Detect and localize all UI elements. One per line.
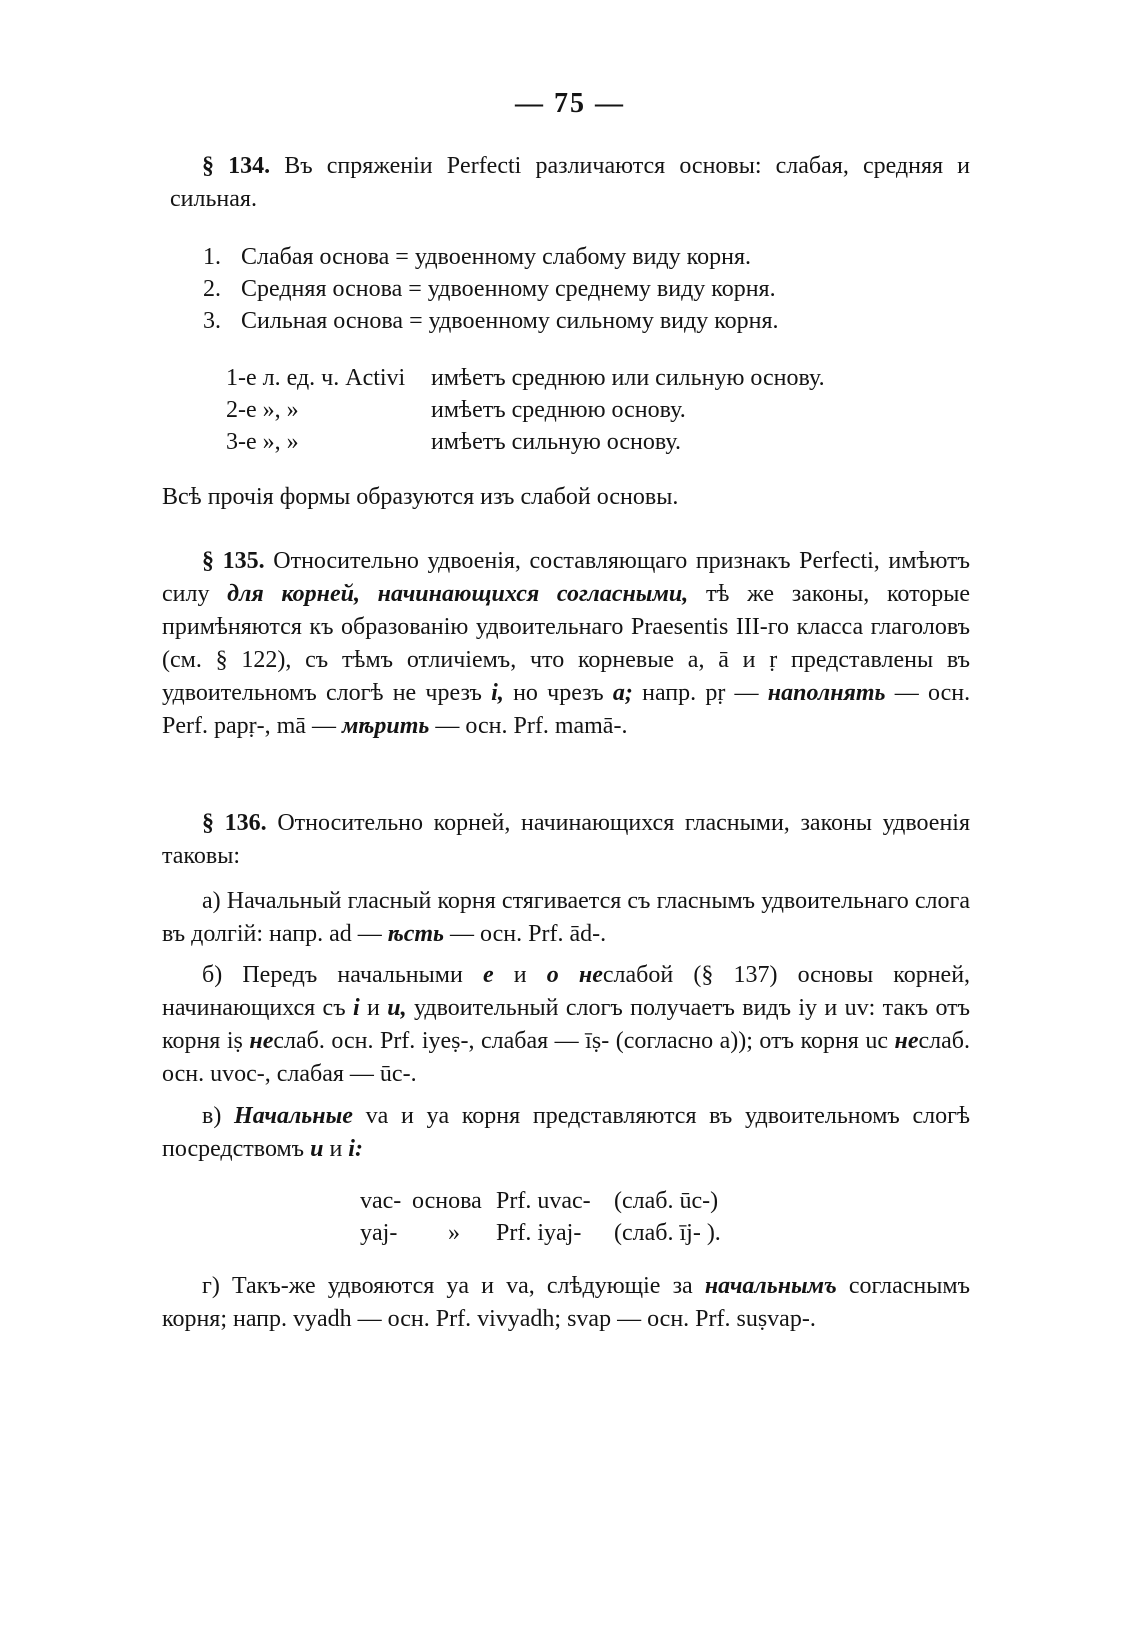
rule-b: б) Передъ начальными e и o неслабой (§ 137) основы корней, начинающихся съ i и u, удвоительный слогъ получаетъ видъ iy и uv: такъ отъ корня iṣ неслаб. осн. Prf. iyeṣ-, слабая — īṣ- (согласно а)); отъ корня uc неслаб. осн. uvoc-, слабая — ūc-. <box>162 962 971 1087</box>
rule-v: в) Начальные va и ya корня представляются въ удвоительномъ слогѣ посредствомъ u и i: <box>162 1103 970 1162</box>
section-135: § 135. Относительно удвоенія, составляющаго признакъ Perfecti, имѣютъ силу для корней, начинающихся согласными, тѣ же законы, которые примѣняются къ образованію удвоительнаго Praesentis III-го класса глаголовъ (см. § 122), съ тѣмъ отличіемъ, что корневые a, ā и ṛ представлены въ удвоительномъ слогѣ не чрезъ i, но чрезъ a; напр. pṛ — наполнять — осн. Perf. papṛ-, mā — мѣрить — осн. Prf. mamā-. <box>162 548 971 739</box>
person-row-2: 2-е », » имѣетъ среднюю основу. <box>226 397 686 423</box>
section-134-text: Въ спряженіи Perfecti различаются основы: слабая, средняя и сильная. <box>170 153 971 212</box>
section-134 <box>170 150 970 216</box>
section-134-mark: § 134. <box>202 153 271 179</box>
stem-item-text: Сильная основа = удвоенному сильному виду корня. <box>241 308 779 334</box>
section-136: § 136. Относительно корней, начинающихся гласными, законы удвоенія таковы: <box>162 810 971 869</box>
stem-item-text: Средняя основа = удвоенному среднему виду корня. <box>241 276 776 302</box>
stem-item-1: 1. Слабая основа = удвоенному слабому виду корня. <box>203 244 751 270</box>
rule-a: а) Начальный гласный корня стягивается съ гласнымъ удвоительнаго слога въ долгій: напр. ad — ѣсть — осн. Prf. ād-. <box>162 888 970 947</box>
person-row-3: 3-е », » имѣетъ сильную основу. <box>226 429 682 455</box>
stem-item-text: Слабая основа = удвоенному слабому виду корня. <box>241 244 751 270</box>
stem-item-2: 2. Средняя основа = удвоенному среднему виду корня. <box>203 276 776 302</box>
person-row-1: 1-е л. ед. ч. Activi имѣетъ среднюю или сильную основу. <box>226 365 825 391</box>
section-136-mark: § 136. <box>202 810 267 836</box>
section-135-mark: § 135. <box>202 548 265 574</box>
page-number: — 75 — <box>515 88 625 119</box>
stem-item-3: 3. Сильная основа = удвоенному сильному виду корня. <box>203 308 779 334</box>
other-forms-line: Всѣ прочія формы образуются изъ слабой основы. <box>162 484 679 510</box>
example-row-yaj: yaj- » Prf. iyaj- (слаб. īj- ). <box>360 1220 721 1246</box>
rule-g: г) Такъ-же удвояются ya и va, слѣдующіе за начальнымъ согласнымъ корня; напр. vyadh — осн. Prf. vivyadh; svap — осн. Prf. suṣvap-. <box>162 1273 970 1332</box>
example-row-vac: vac- основа Prf. uvac- (слаб. ūc-) <box>360 1188 719 1214</box>
